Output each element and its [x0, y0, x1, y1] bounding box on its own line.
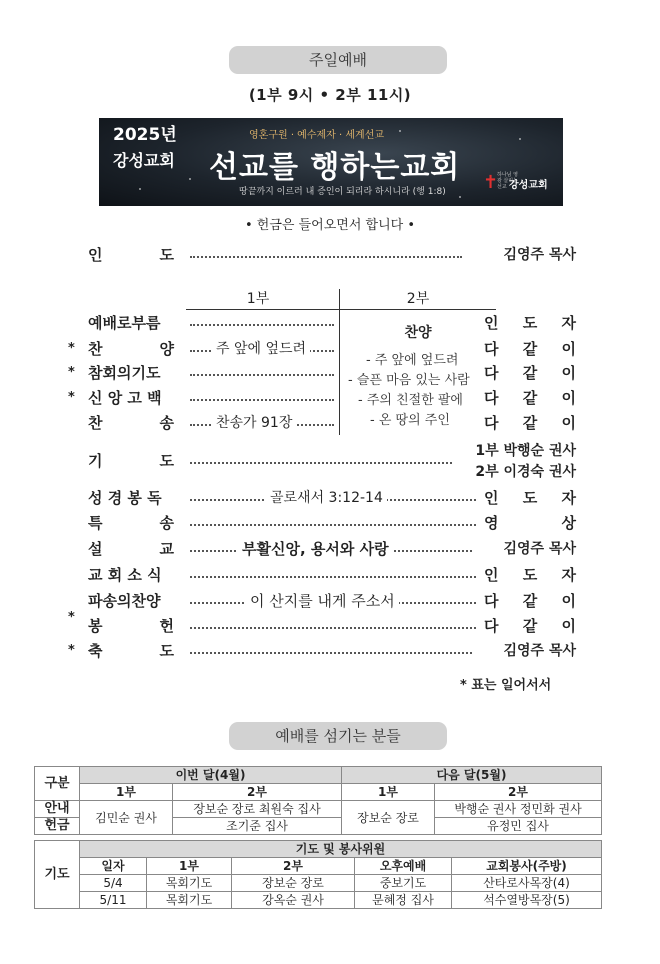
order-praise: * 찬 양 주 앞에 엎드려 다 같 이 [68, 340, 576, 358]
offering-right: 다 같 이 [484, 617, 576, 635]
special-right: 영 상 [484, 514, 576, 532]
prayer-label: 기 도 [88, 452, 174, 470]
offering-label: 봉 헌 [88, 617, 174, 635]
benediction-leader: 김영주 목사 [503, 643, 576, 659]
intro-label: 인 도 [88, 246, 174, 264]
hymn-label: 찬 송 [88, 414, 174, 432]
prayer-row: 5/4 목회기도 장보순 장로 중보기도 산타로사목장(4) [35, 875, 602, 892]
hymn-right: 다 같 이 [484, 414, 576, 432]
news-label: 교 회 소 식 [88, 566, 162, 584]
call-right: 인 도 자 [484, 314, 576, 332]
order-hymn [0, 412, 660, 434]
benediction-label: 축 도 [88, 642, 174, 660]
order-creed: * 신 앙 고 백 다 같 이 [68, 389, 576, 407]
banner [99, 118, 563, 206]
servers-title: 예배를 섬기는 분들 [229, 722, 447, 750]
sending-song: 이 산지를 내게 주소서 [246, 590, 399, 612]
call-label: 예배로부름 [88, 314, 161, 332]
prayer-row-label: 기도 [35, 841, 80, 909]
order-sending [0, 590, 660, 612]
cross-icon: ✝ [483, 172, 499, 193]
next-p1-server: 장보순 장로 [342, 801, 435, 835]
repent-right: 다 같 이 [484, 364, 576, 382]
order-call [0, 312, 660, 334]
order-special [0, 512, 660, 534]
sermon-preacher: 김영주 목사 [503, 541, 576, 557]
church-logo [483, 172, 555, 194]
servers-table: 구분 이번 달(4월) 다음 달(5월) 1부 2부 1부 2부 안내 김민순 권사 장보순 장로 최원숙 집사 장보순 장로 박행순 권사 정민화 권사 헌금 조기준 집사 유정민 집사 [34, 766, 602, 835]
creed-label: 신 앙 고 백 [88, 389, 162, 407]
prayer-part2: 2부 이경숙 권사 [475, 464, 576, 480]
prayer-title: 기도 및 봉사위원 [80, 841, 602, 858]
hymn-number: 찬송가 91장 [212, 412, 296, 434]
sermon-title: 부활신앙, 용서와 사랑 [238, 538, 393, 560]
col-header-1: 1부 [246, 291, 270, 307]
stand-note: * 표는 일어서서 [460, 678, 552, 693]
special-label: 특 송 [88, 514, 174, 532]
gubun-header: 구분 [35, 767, 80, 801]
this-p1-server: 김민순 권사 [80, 801, 173, 835]
order-sermon [0, 538, 660, 560]
scripture-right: 인 도 자 [484, 489, 576, 507]
prayer-table: 기도 기도 및 봉사위원 일자 1부 2부 오후예배 교회봉사(주방) 5/4 목회기도 장보순 장로 중보기도 산타로사목장(4) 5/11 목회기도 강옥순 권사 문혜정 집사 석수열방목장(5) [34, 840, 602, 909]
logo-subtext: 하나님 영광 살리는 선교 [497, 172, 518, 190]
prayer-part1: 1부 박행순 권사 [475, 443, 576, 459]
sermon-label: 설 교 [88, 540, 174, 558]
part2-song-3: - 주의 친절한 팔에 [358, 393, 463, 408]
part2-song-2: - 슬픈 마음 있는 사람 [348, 373, 470, 388]
order-benediction: * 축 도 김영주 목사 [68, 642, 576, 660]
banner-church: 강성교회 [113, 151, 175, 170]
order-offering: * 봉 헌 다 같 이 [68, 610, 576, 635]
offering-label-cell: 헌금 [35, 818, 80, 835]
part2-title: 찬양 [404, 325, 432, 341]
this-p2-guide: 장보순 장로 최원숙 집사 [173, 801, 342, 818]
part2-song-1: - 주 앞에 엎드려 [366, 353, 459, 368]
logo-name: 강성교회 [509, 180, 548, 191]
part2-song-4: - 온 땅의 주인 [370, 413, 450, 428]
banner-verse: 땅끝까지 이르러 내 증인이 되리라 하시니라 (행 1:8) [239, 187, 446, 197]
col-header-2: 2부 [406, 291, 430, 307]
creed-right: 다 같 이 [484, 389, 576, 407]
praise-right: 다 같 이 [484, 340, 576, 358]
intro-leader: 김영주 목사 [503, 247, 576, 263]
sending-label: 파송의찬양 [88, 592, 161, 610]
repent-label: 참회의기도 [88, 364, 161, 382]
next-month-header: 다음 달(5월) [342, 767, 602, 784]
this-month-header: 이번 달(4월) [80, 767, 342, 784]
prayer-row: 5/11 목회기도 강옥순 권사 문혜정 집사 석수열방목장(5) [35, 892, 602, 909]
service-times: (1부 9시 • 2부 11시) [248, 86, 412, 104]
offering-note: • 헌금은 들어오면서 합니다 • [244, 218, 415, 233]
order-scripture [0, 487, 660, 509]
this-p2-offering: 조기준 집사 [173, 818, 342, 835]
banner-title: 선교를 행하는교회 [209, 150, 461, 185]
praise-song: 주 앞에 엎드려 [212, 338, 310, 360]
praise-label: 찬 양 [88, 340, 174, 358]
service-title: 주일예배 [229, 46, 447, 74]
news-right: 인 도 자 [484, 566, 576, 584]
banner-year: 2025년 [113, 125, 177, 145]
guide-label: 안내 [35, 801, 80, 818]
sending-right: 다 같 이 [484, 592, 576, 610]
scripture-label: 성 경 봉 독 [88, 489, 162, 507]
banner-motto: 영혼구원 · 예수제자 · 세계선교 [249, 130, 384, 141]
order-news [0, 564, 660, 586]
next-p2-offering: 유정민 집사 [435, 818, 602, 835]
order-intro [0, 244, 660, 266]
next-p2-guide: 박행순 권사 정민화 권사 [435, 801, 602, 818]
order-repent: * 참회의기도 다 같 이 [68, 364, 576, 382]
scripture-ref: 골로새서 3:12-14 [266, 487, 387, 509]
